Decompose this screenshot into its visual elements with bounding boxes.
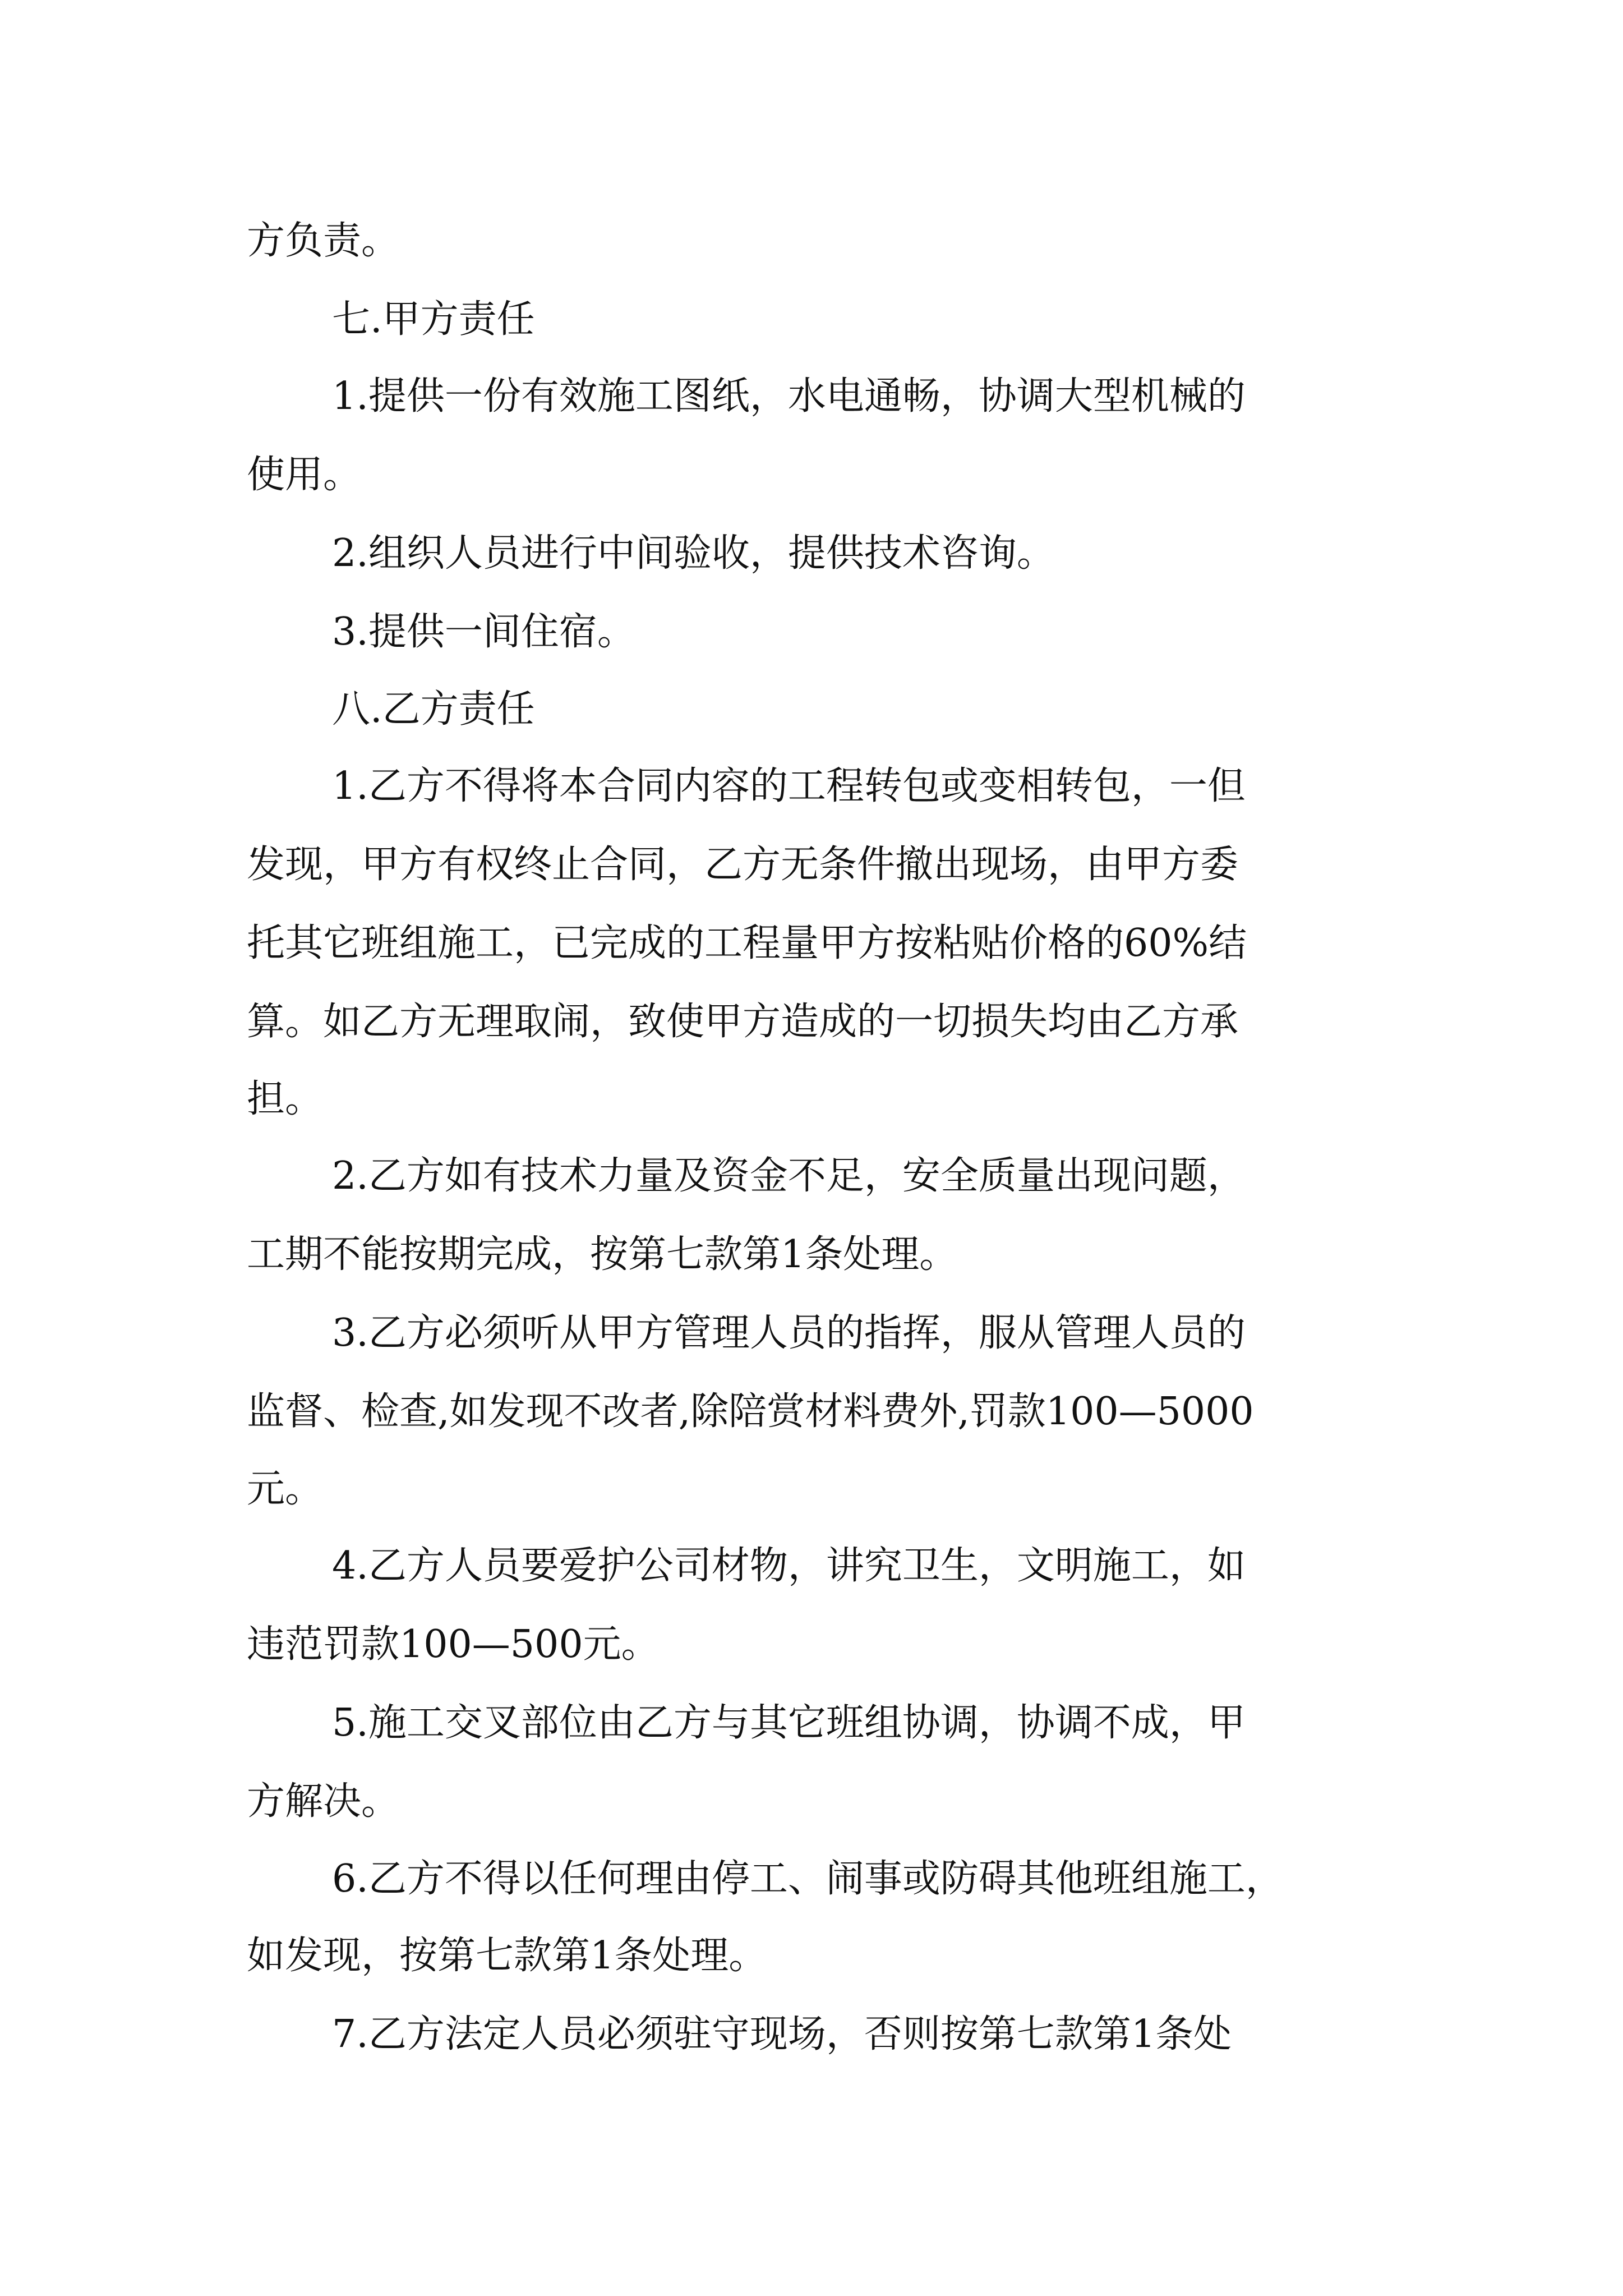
text-line: 担。 <box>247 1077 324 1121</box>
text-line: 托其它班组施工，已完成的工程量甲方按粘贴价格的60%结 <box>247 921 1247 965</box>
section-heading: 八.乙方责任 <box>332 687 535 731</box>
text-line: 如发现，按第七款第1条处理。 <box>247 1934 767 1978</box>
text-line: 监督、检查,如发现不改者,除陪赏材料费外,罚款100—5000 <box>247 1389 1254 1434</box>
text-line: 3.乙方必须听从甲方管理人员的指挥，服从管理人员的 <box>332 1311 1246 1355</box>
text-line: 1.提供一份有效施工图纸，水电通畅，协调大型机械的 <box>332 374 1246 418</box>
section-heading: 七.甲方责任 <box>332 297 535 342</box>
text-line: 5.施工交叉部位由乙方与其它班组协调，协调不成，甲 <box>332 1701 1246 1745</box>
text-line: 3.提供一间住宿。 <box>332 610 635 654</box>
text-line: 方负责。 <box>247 219 400 263</box>
text-line: 发现，甲方有权终止合同，乙方无条件撤出现场，由甲方委 <box>247 843 1239 887</box>
text-line: 元。 <box>247 1467 324 1511</box>
text-line: 6.乙方不得以任何理由停工、闹事或防碍其他班组施工， <box>332 1857 1284 1901</box>
text-line: 7.乙方法定人员必须驻守现场，否则按第七款第1条处 <box>332 2012 1232 2056</box>
text-line: 2.组织人员进行中间验收，提供技术咨询。 <box>332 531 1055 576</box>
text-line: 4.乙方人员要爱护公司材物，讲究卫生，文明施工，如 <box>332 1544 1246 1588</box>
text-line: 1.乙方不得将本合同内容的工程转包或变相转包，一但 <box>332 764 1246 808</box>
text-line: 工期不能按期完成，按第七款第1条处理。 <box>247 1232 958 1277</box>
text-line: 2.乙方如有技术力量及资金不足，安全质量出现问题， <box>332 1154 1246 1198</box>
text-line: 使用。 <box>247 453 362 497</box>
text-line: 算。如乙方无理取闹，致使甲方造成的一切损失均由乙方承 <box>247 1000 1239 1044</box>
text-line: 方解决。 <box>247 1779 400 1824</box>
text-line: 违范罚款100—500元。 <box>247 1622 660 1667</box>
